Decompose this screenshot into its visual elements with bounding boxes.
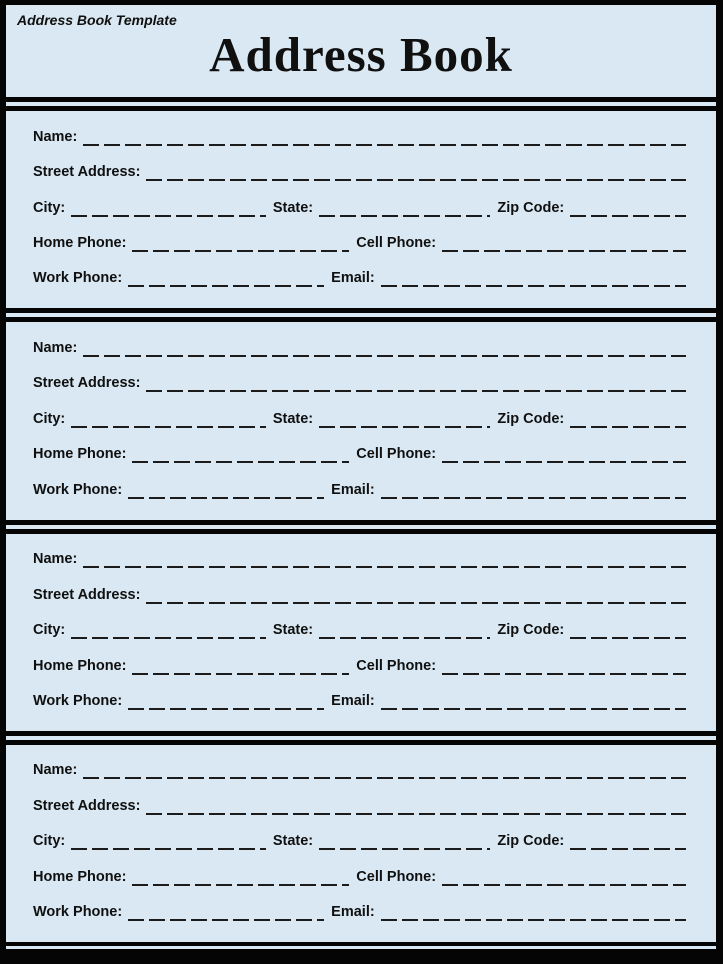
name-label: Name: [33,339,78,356]
street-address-label: Street Address: [33,586,141,603]
home-phone-label: Home Phone: [33,657,127,674]
city-field[interactable] [71,832,266,850]
page-title: Address Book [209,27,513,82]
zip-code-label: Zip Code: [497,622,565,639]
phones-row [33,868,686,886]
state-label: State: [272,622,314,639]
name-field[interactable] [83,550,686,568]
name-label: Name: [33,128,78,145]
city-label: City: [33,199,66,216]
home-phone-field[interactable] [132,657,349,675]
work-email-row [33,269,686,287]
name-row [33,339,686,357]
street-row [33,797,686,815]
home-phone-label: Home Phone: [33,446,127,463]
name-field[interactable] [83,128,686,146]
name-row [33,761,686,779]
page-header [6,5,716,97]
home-phone-field[interactable] [132,445,349,463]
name-label: Name: [33,551,78,568]
zip-code-label: Zip Code: [497,410,565,427]
double-rule [6,308,716,322]
email-label: Email: [331,692,375,709]
address-entry-1 [6,111,716,308]
name-field[interactable] [83,339,686,357]
work-phone-field[interactable] [128,481,324,499]
state-field[interactable] [319,832,490,850]
cell-phone-label: Cell Phone: [356,446,437,463]
state-field[interactable] [319,621,490,639]
cell-phone-field[interactable] [442,868,686,886]
zip-code-label: Zip Code: [497,833,565,850]
street-row [33,163,686,181]
work-phone-label: Work Phone: [33,692,123,709]
phones-row [33,657,686,675]
state-field[interactable] [319,410,490,428]
street-address-field[interactable] [146,586,686,604]
street-row [33,374,686,392]
work-phone-field[interactable] [128,903,324,921]
street-address-field[interactable] [146,374,686,392]
email-field[interactable] [381,481,686,499]
city-field[interactable] [71,410,266,428]
city-field[interactable] [71,199,266,217]
city-state-zip-row [33,621,686,639]
city-label: City: [33,833,66,850]
city-state-zip-row [33,199,686,217]
work-email-row [33,692,686,710]
city-label: City: [33,622,66,639]
document-name-label: Address Book Template [17,12,177,28]
work-phone-field[interactable] [128,269,324,287]
street-address-label: Street Address: [33,375,141,392]
city-state-zip-row [33,832,686,850]
email-label: Email: [331,904,375,921]
cell-phone-label: Cell Phone: [356,235,437,252]
address-entry-2 [6,322,716,519]
state-label: State: [272,833,314,850]
double-rule [6,731,716,745]
zip-code-label: Zip Code: [497,199,565,216]
name-row [33,550,686,568]
zip-code-field[interactable] [570,832,686,850]
state-field[interactable] [319,199,490,217]
street-address-field[interactable] [146,163,686,181]
street-address-field[interactable] [146,797,686,815]
city-label: City: [33,410,66,427]
cell-phone-field[interactable] [442,657,686,675]
email-field[interactable] [381,692,686,710]
work-phone-label: Work Phone: [33,481,123,498]
work-phone-label: Work Phone: [33,270,123,287]
city-field[interactable] [71,621,266,639]
cell-phone-field[interactable] [442,234,686,252]
state-label: State: [272,410,314,427]
double-rule [6,520,716,534]
email-label: Email: [331,481,375,498]
bottom-double-rule [6,942,716,964]
address-entry-4 [6,745,716,942]
street-address-label: Street Address: [33,164,141,181]
work-phone-label: Work Phone: [33,904,123,921]
street-row [33,586,686,604]
work-email-row [33,903,686,921]
address-entry-3 [6,534,716,731]
email-label: Email: [331,270,375,287]
cell-phone-label: Cell Phone: [356,868,437,885]
state-label: State: [272,199,314,216]
name-label: Name: [33,762,78,779]
work-email-row [33,481,686,499]
cell-phone-label: Cell Phone: [356,657,437,674]
double-rule [6,97,716,111]
phones-row [33,445,686,463]
zip-code-field[interactable] [570,410,686,428]
street-address-label: Street Address: [33,797,141,814]
home-phone-label: Home Phone: [33,235,127,252]
home-phone-field[interactable] [132,868,349,886]
phones-row [33,234,686,252]
zip-code-field[interactable] [570,621,686,639]
work-phone-field[interactable] [128,692,324,710]
city-state-zip-row [33,410,686,428]
name-row [33,128,686,146]
home-phone-field[interactable] [132,234,349,252]
email-field[interactable] [381,269,686,287]
cell-phone-field[interactable] [442,445,686,463]
name-field[interactable] [83,761,686,779]
zip-code-field[interactable] [570,199,686,217]
email-field[interactable] [381,903,686,921]
home-phone-label: Home Phone: [33,868,127,885]
